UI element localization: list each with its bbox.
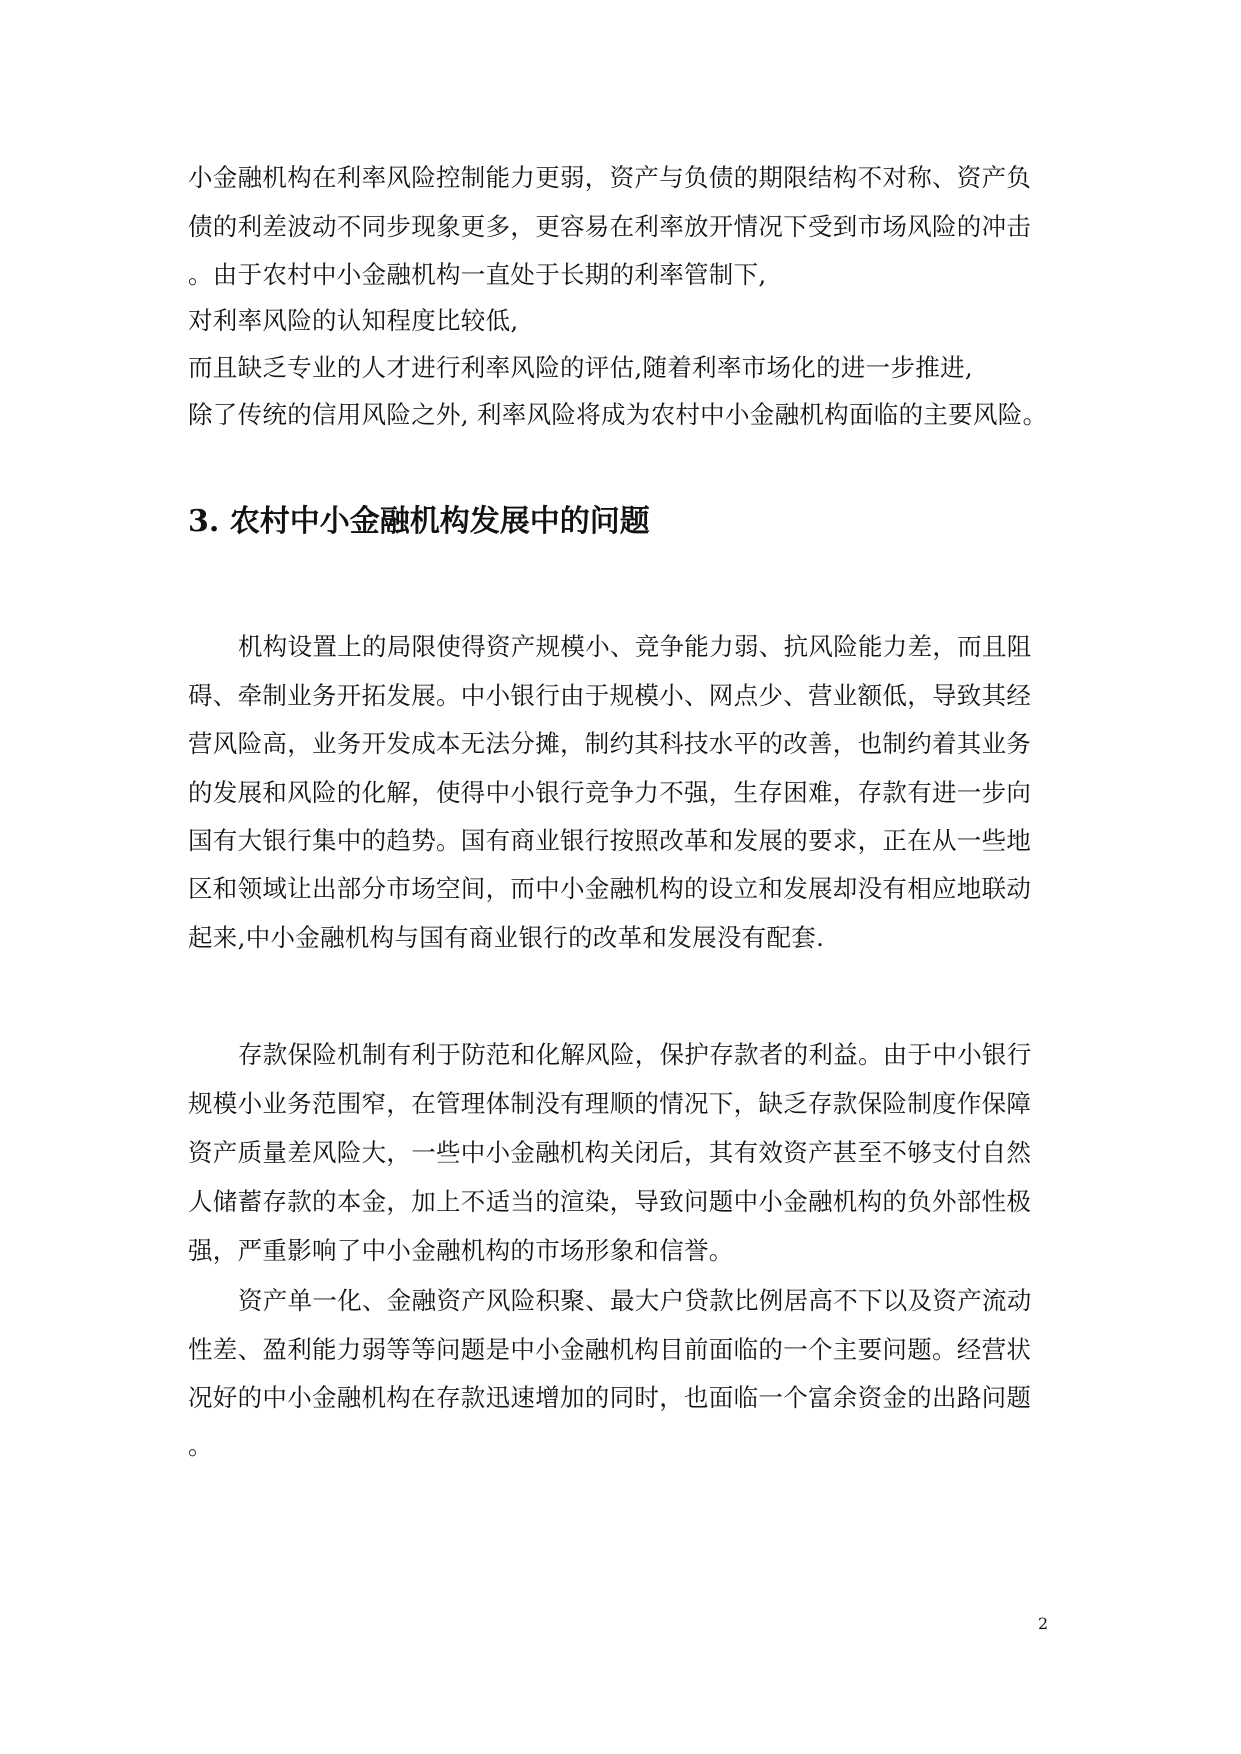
text-line: 。: [188, 1431, 213, 1460]
text-line: 碍、牵制业务开拓发展。中小银行由于规模小、网点少、营业额低，导致其经: [188, 681, 1032, 710]
text-line: 对利率风险的认知程度比较低,: [188, 306, 519, 335]
text-line: 营风险高，业务开发成本无法分摊，制约其科技水平的改善，也制约着其业务: [188, 729, 1032, 758]
text-line: 资产质量差风险大，一些中小金融机构关闭后，其有效资产甚至不够支付自然: [188, 1138, 1032, 1167]
text-line: 强，严重影响了中小金融机构的市场形象和信誉。: [188, 1236, 734, 1265]
text-line: 区和领域让出部分市场空间，而中小金融机构的设立和发展却没有相应地联动: [188, 874, 1032, 903]
text-line: 况好的中小金融机构在存款迅速增加的同时，也面临一个富余资金的出路问题: [188, 1383, 1032, 1412]
page-number: 2: [1038, 1614, 1049, 1633]
text-line: 性差、盈利能力弱等等问题是中小金融机构目前面临的一个主要问题。经营状: [188, 1335, 1032, 1364]
text-line: 规模小业务范围窄，在管理体制没有理顺的情况下，缺乏存款保险制度作保障: [188, 1089, 1032, 1118]
text-line: 资产单一化、金融资产风险积聚、最大户贷款比例居高不下以及资产流动: [238, 1286, 1032, 1315]
text-line: 国有大银行集中的趋势。国有商业银行按照改革和发展的要求，正在从一些地: [188, 826, 1032, 855]
text-line: 机构设置上的局限使得资产规模小、竞争能力弱、抗风险能力差，而且阻: [238, 632, 1032, 661]
section-heading: 3. 农村中小金融机构发展中的问题: [188, 504, 650, 539]
text-line: 起来,中小金融机构与国有商业银行的改革和发展没有配套.: [188, 923, 825, 952]
text-line: 除了传统的信用风险之外, 利率风险将成为农村中小金融机构面临的主要风险。: [188, 400, 1048, 429]
text-line: 存款保险机制有利于防范和化解风险，保护存款者的利益。由于中小银行: [238, 1040, 1032, 1069]
text-line: 而且缺乏专业的人才进行利率风险的评估,随着利率市场化的进一步推进,: [188, 353, 973, 382]
text-line: 的发展和风险的化解，使得中小银行竞争力不强，生存困难，存款有进一步向: [188, 778, 1032, 807]
text-line: 人储蓄存款的本金，加上不适当的渲染，导致问题中小金融机构的负外部性极: [188, 1187, 1032, 1216]
text-line: 。由于农村中小金融机构一直处于长期的利率管制下,: [188, 260, 767, 289]
text-line: 小金融机构在利率风险控制能力更弱，资产与负债的期限结构不对称、资产负: [188, 163, 1032, 192]
text-line: 债的利差波动不同步现象更多，更容易在利率放开情况下受到市场风险的冲击: [188, 212, 1032, 241]
